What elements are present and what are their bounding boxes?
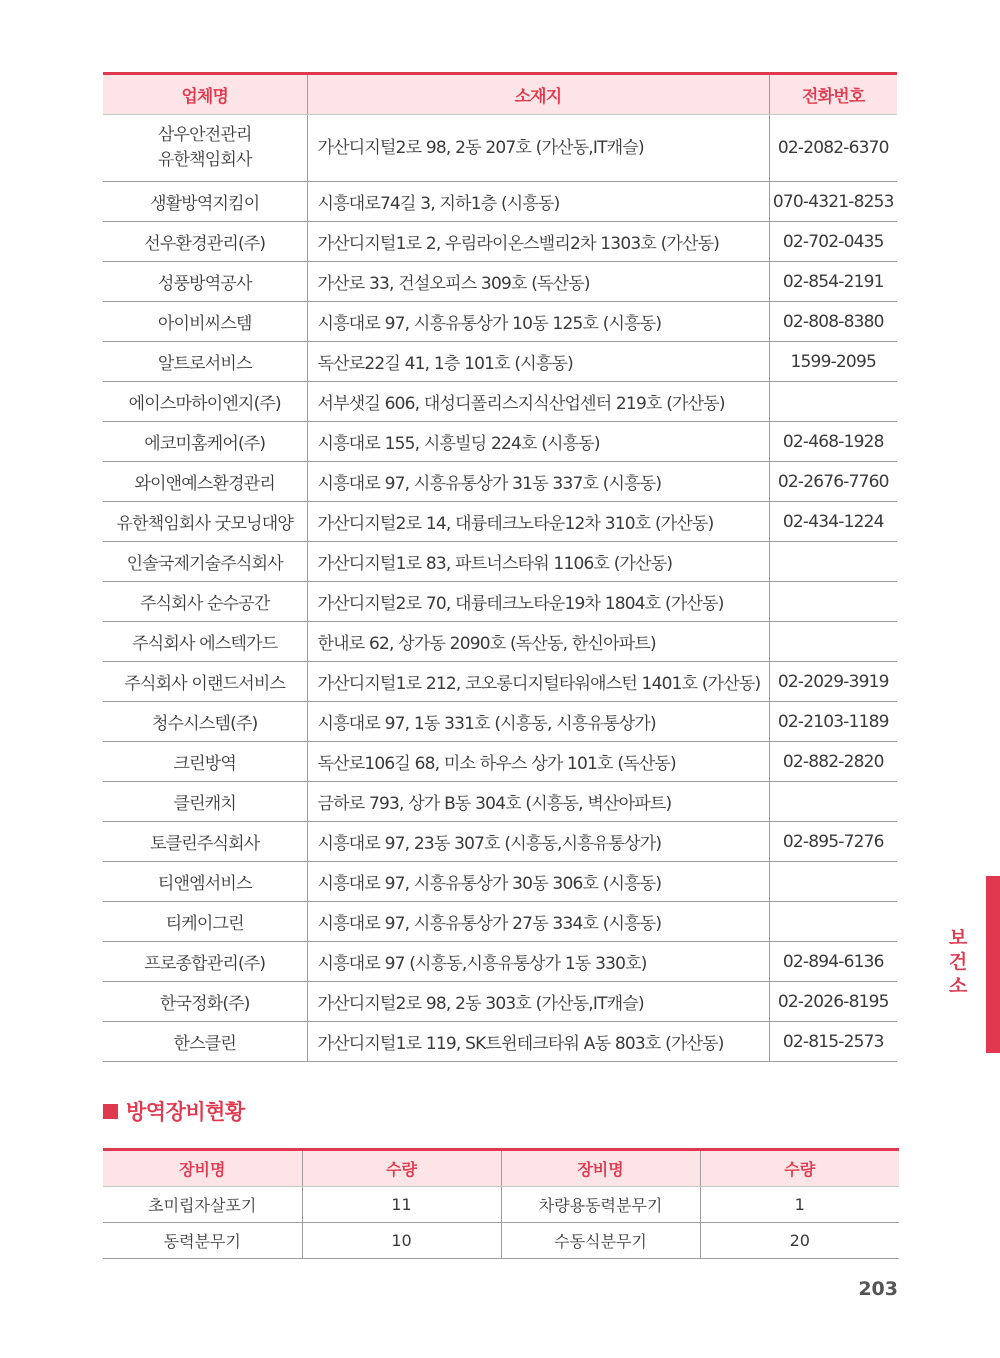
table-row bbox=[103, 782, 897, 822]
company-name-cell: 삼우안전관리 유한책임회사 bbox=[103, 115, 307, 182]
section-title bbox=[103, 1096, 245, 1126]
equipment-row bbox=[103, 1223, 899, 1259]
phone-cell: 02-468-1928 bbox=[769, 422, 897, 462]
phone-cell: 02-2676-7760 bbox=[769, 462, 897, 502]
company-name-cell: 선우환경관리(주) bbox=[103, 222, 307, 262]
address-cell: 시흥대로 97, 시흥유통상가 30동 306호 (시흥동) bbox=[307, 862, 769, 902]
phone-cell bbox=[769, 582, 897, 622]
header-company-name: 업체명 bbox=[103, 74, 307, 115]
address-cell: 가산디지털1로 83, 파트너스타워 1106호 (가산동) bbox=[307, 542, 769, 582]
table-row bbox=[103, 382, 897, 422]
company-name-cell: 티앤엠서비스 bbox=[103, 862, 307, 902]
address-cell: 가산로 33, 건설오피스 309호 (독산동) bbox=[307, 262, 769, 302]
company-name-cell: 티케이그린 bbox=[103, 902, 307, 942]
phone-cell: 070-4321-8253 bbox=[769, 182, 897, 222]
side-tab-marker bbox=[986, 876, 1000, 1053]
table-row bbox=[103, 742, 897, 782]
address-cell: 가산디지털1로 119, SK트윈테크타워 A동 803호 (가산동) bbox=[307, 1022, 769, 1062]
table-row bbox=[103, 542, 897, 582]
equipment-row bbox=[103, 1187, 899, 1223]
equipment-name-cell: 초미립자살포기 bbox=[103, 1187, 302, 1223]
equipment-table bbox=[103, 1148, 899, 1259]
company-name-cell: 성풍방역공사 bbox=[103, 262, 307, 302]
phone-cell bbox=[769, 382, 897, 422]
address-cell: 시흥대로 97, 1동 331호 (시흥동, 시흥유통상가) bbox=[307, 702, 769, 742]
company-name-cell: 한스클린 bbox=[103, 1022, 307, 1062]
address-cell: 가산디지털2로 70, 대륭테크노타운19차 1804호 (가산동) bbox=[307, 582, 769, 622]
address-cell: 가산디지털2로 14, 대륭테크노타운12차 310호 (가산동) bbox=[307, 502, 769, 542]
address-cell: 가산디지털1로 2, 우림라이온스밸리2차 1303호 (가산동) bbox=[307, 222, 769, 262]
address-cell: 시흥대로 97, 23동 307호 (시흥동,시흥유통상가) bbox=[307, 822, 769, 862]
company-name-cell: 생활방역지킴이 bbox=[103, 182, 307, 222]
company-name-cell: 한국정화(주) bbox=[103, 982, 307, 1022]
quantity-cell: 11 bbox=[302, 1187, 501, 1223]
table-row bbox=[103, 115, 897, 182]
phone-cell: 02-434-1224 bbox=[769, 502, 897, 542]
table-row bbox=[103, 902, 897, 942]
phone-cell: 02-2082-6370 bbox=[769, 115, 897, 182]
address-cell: 시흥대로 97, 시흥유통상가 27동 334호 (시흥동) bbox=[307, 902, 769, 942]
page-number: 203 bbox=[858, 1278, 898, 1300]
table-row bbox=[103, 222, 897, 262]
address-cell: 독산로22길 41, 1층 101호 (시흥동) bbox=[307, 342, 769, 382]
table-row bbox=[103, 982, 897, 1022]
section-title-text: 방역장비현황 bbox=[126, 1100, 245, 1124]
company-name-cell: 에이스마하이엔지(주) bbox=[103, 382, 307, 422]
header-quantity-2: 수량 bbox=[700, 1150, 899, 1187]
equipment-name-cell: 동력분무기 bbox=[103, 1223, 302, 1259]
header-equipment-name: 장비명 bbox=[103, 1150, 302, 1187]
address-cell: 독산로106길 68, 미소 하우스 상가 101호 (독산동) bbox=[307, 742, 769, 782]
address-cell: 서부샛길 606, 대성디폴리스지식산업센터 219호 (가산동) bbox=[307, 382, 769, 422]
disinfection-company-table bbox=[103, 72, 897, 1062]
address-cell: 가산디지털2로 98, 2동 207호 (가산동,IT캐슬) bbox=[307, 115, 769, 182]
address-cell: 시흥대로 155, 시흥빌딩 224호 (시흥동) bbox=[307, 422, 769, 462]
table-row bbox=[103, 462, 897, 502]
quantity-cell: 20 bbox=[700, 1223, 899, 1259]
company-name-cell: 청수시스템(주) bbox=[103, 702, 307, 742]
company-name-cell: 인솔국제기술주식회사 bbox=[103, 542, 307, 582]
quantity-cell: 1 bbox=[700, 1187, 899, 1223]
company-name-cell: 크린방역 bbox=[103, 742, 307, 782]
address-cell: 시흥대로 97, 시흥유통상가 10동 125호 (시흥동) bbox=[307, 302, 769, 342]
phone-cell bbox=[769, 862, 897, 902]
equipment-body bbox=[103, 1187, 899, 1259]
table-row bbox=[103, 262, 897, 302]
table-row bbox=[103, 622, 897, 662]
header-phone: 전화번호 bbox=[769, 74, 897, 115]
company-name-cell: 프로종합관리(주) bbox=[103, 942, 307, 982]
table-row bbox=[103, 662, 897, 702]
address-cell: 가산디지털1로 212, 코오롱디지털타워애스턴 1401호 (가산동) bbox=[307, 662, 769, 702]
address-cell: 시흥대로 97, 시흥유통상가 31동 337호 (시흥동) bbox=[307, 462, 769, 502]
phone-cell bbox=[769, 782, 897, 822]
table-row bbox=[103, 182, 897, 222]
company-name-cell: 클린캐치 bbox=[103, 782, 307, 822]
company-name-cell: 와이앤예스환경관리 bbox=[103, 462, 307, 502]
quantity-cell: 10 bbox=[302, 1223, 501, 1259]
phone-cell: 02-815-2573 bbox=[769, 1022, 897, 1062]
table-row bbox=[103, 702, 897, 742]
phone-cell: 02-882-2820 bbox=[769, 742, 897, 782]
table-row bbox=[103, 342, 897, 382]
company-name-cell: 주식회사 이랜드서비스 bbox=[103, 662, 307, 702]
phone-cell bbox=[769, 622, 897, 662]
table-row bbox=[103, 502, 897, 542]
phone-cell: 02-2029-3919 bbox=[769, 662, 897, 702]
company-name-cell: 유한책임회사 굿모닝대양 bbox=[103, 502, 307, 542]
table-row bbox=[103, 862, 897, 902]
table-row bbox=[103, 582, 897, 622]
address-cell: 시흥대로74길 3, 지하1층 (시흥동) bbox=[307, 182, 769, 222]
address-cell: 시흥대로 97 (시흥동,시흥유통상가 1동 330호) bbox=[307, 942, 769, 982]
phone-cell: 02-895-7276 bbox=[769, 822, 897, 862]
phone-cell: 1599-2095 bbox=[769, 342, 897, 382]
phone-cell: 02-894-6136 bbox=[769, 942, 897, 982]
table-header-row bbox=[103, 74, 897, 115]
phone-cell: 02-854-2191 bbox=[769, 262, 897, 302]
company-name-cell: 알트로서비스 bbox=[103, 342, 307, 382]
equipment-name-cell: 수동식분무기 bbox=[501, 1223, 700, 1259]
company-name-cell: 주식회사 순수공간 bbox=[103, 582, 307, 622]
phone-cell: 02-2103-1189 bbox=[769, 702, 897, 742]
phone-cell: 02-702-0435 bbox=[769, 222, 897, 262]
address-cell: 한내로 62, 상가동 2090호 (독산동, 한신아파트) bbox=[307, 622, 769, 662]
company-name-cell: 아이비씨스템 bbox=[103, 302, 307, 342]
company-name-cell: 에코미홈케어(주) bbox=[103, 422, 307, 462]
header-address: 소재지 bbox=[307, 74, 769, 115]
table-row bbox=[103, 822, 897, 862]
phone-cell: 02-808-8380 bbox=[769, 302, 897, 342]
phone-cell bbox=[769, 902, 897, 942]
equipment-header-row bbox=[103, 1150, 899, 1187]
address-cell: 금하로 793, 상가 B동 304호 (시흥동, 벽산아파트) bbox=[307, 782, 769, 822]
table-row bbox=[103, 422, 897, 462]
equipment-name-cell: 차량용동력분무기 bbox=[501, 1187, 700, 1223]
address-cell: 가산디지털2로 98, 2동 303호 (가산동,IT캐슬) bbox=[307, 982, 769, 1022]
header-equipment-name-2: 장비명 bbox=[501, 1150, 700, 1187]
company-name-cell: 주식회사 에스텍가드 bbox=[103, 622, 307, 662]
phone-cell bbox=[769, 542, 897, 582]
table-row bbox=[103, 302, 897, 342]
side-tab-label: 보건소 bbox=[948, 927, 968, 997]
square-bullet-icon bbox=[103, 1104, 118, 1119]
phone-cell: 02-2026-8195 bbox=[769, 982, 897, 1022]
company-name-cell: 토클린주식회사 bbox=[103, 822, 307, 862]
table-row bbox=[103, 942, 897, 982]
table-row bbox=[103, 1022, 897, 1062]
table-body bbox=[103, 115, 897, 1062]
header-quantity: 수량 bbox=[302, 1150, 501, 1187]
